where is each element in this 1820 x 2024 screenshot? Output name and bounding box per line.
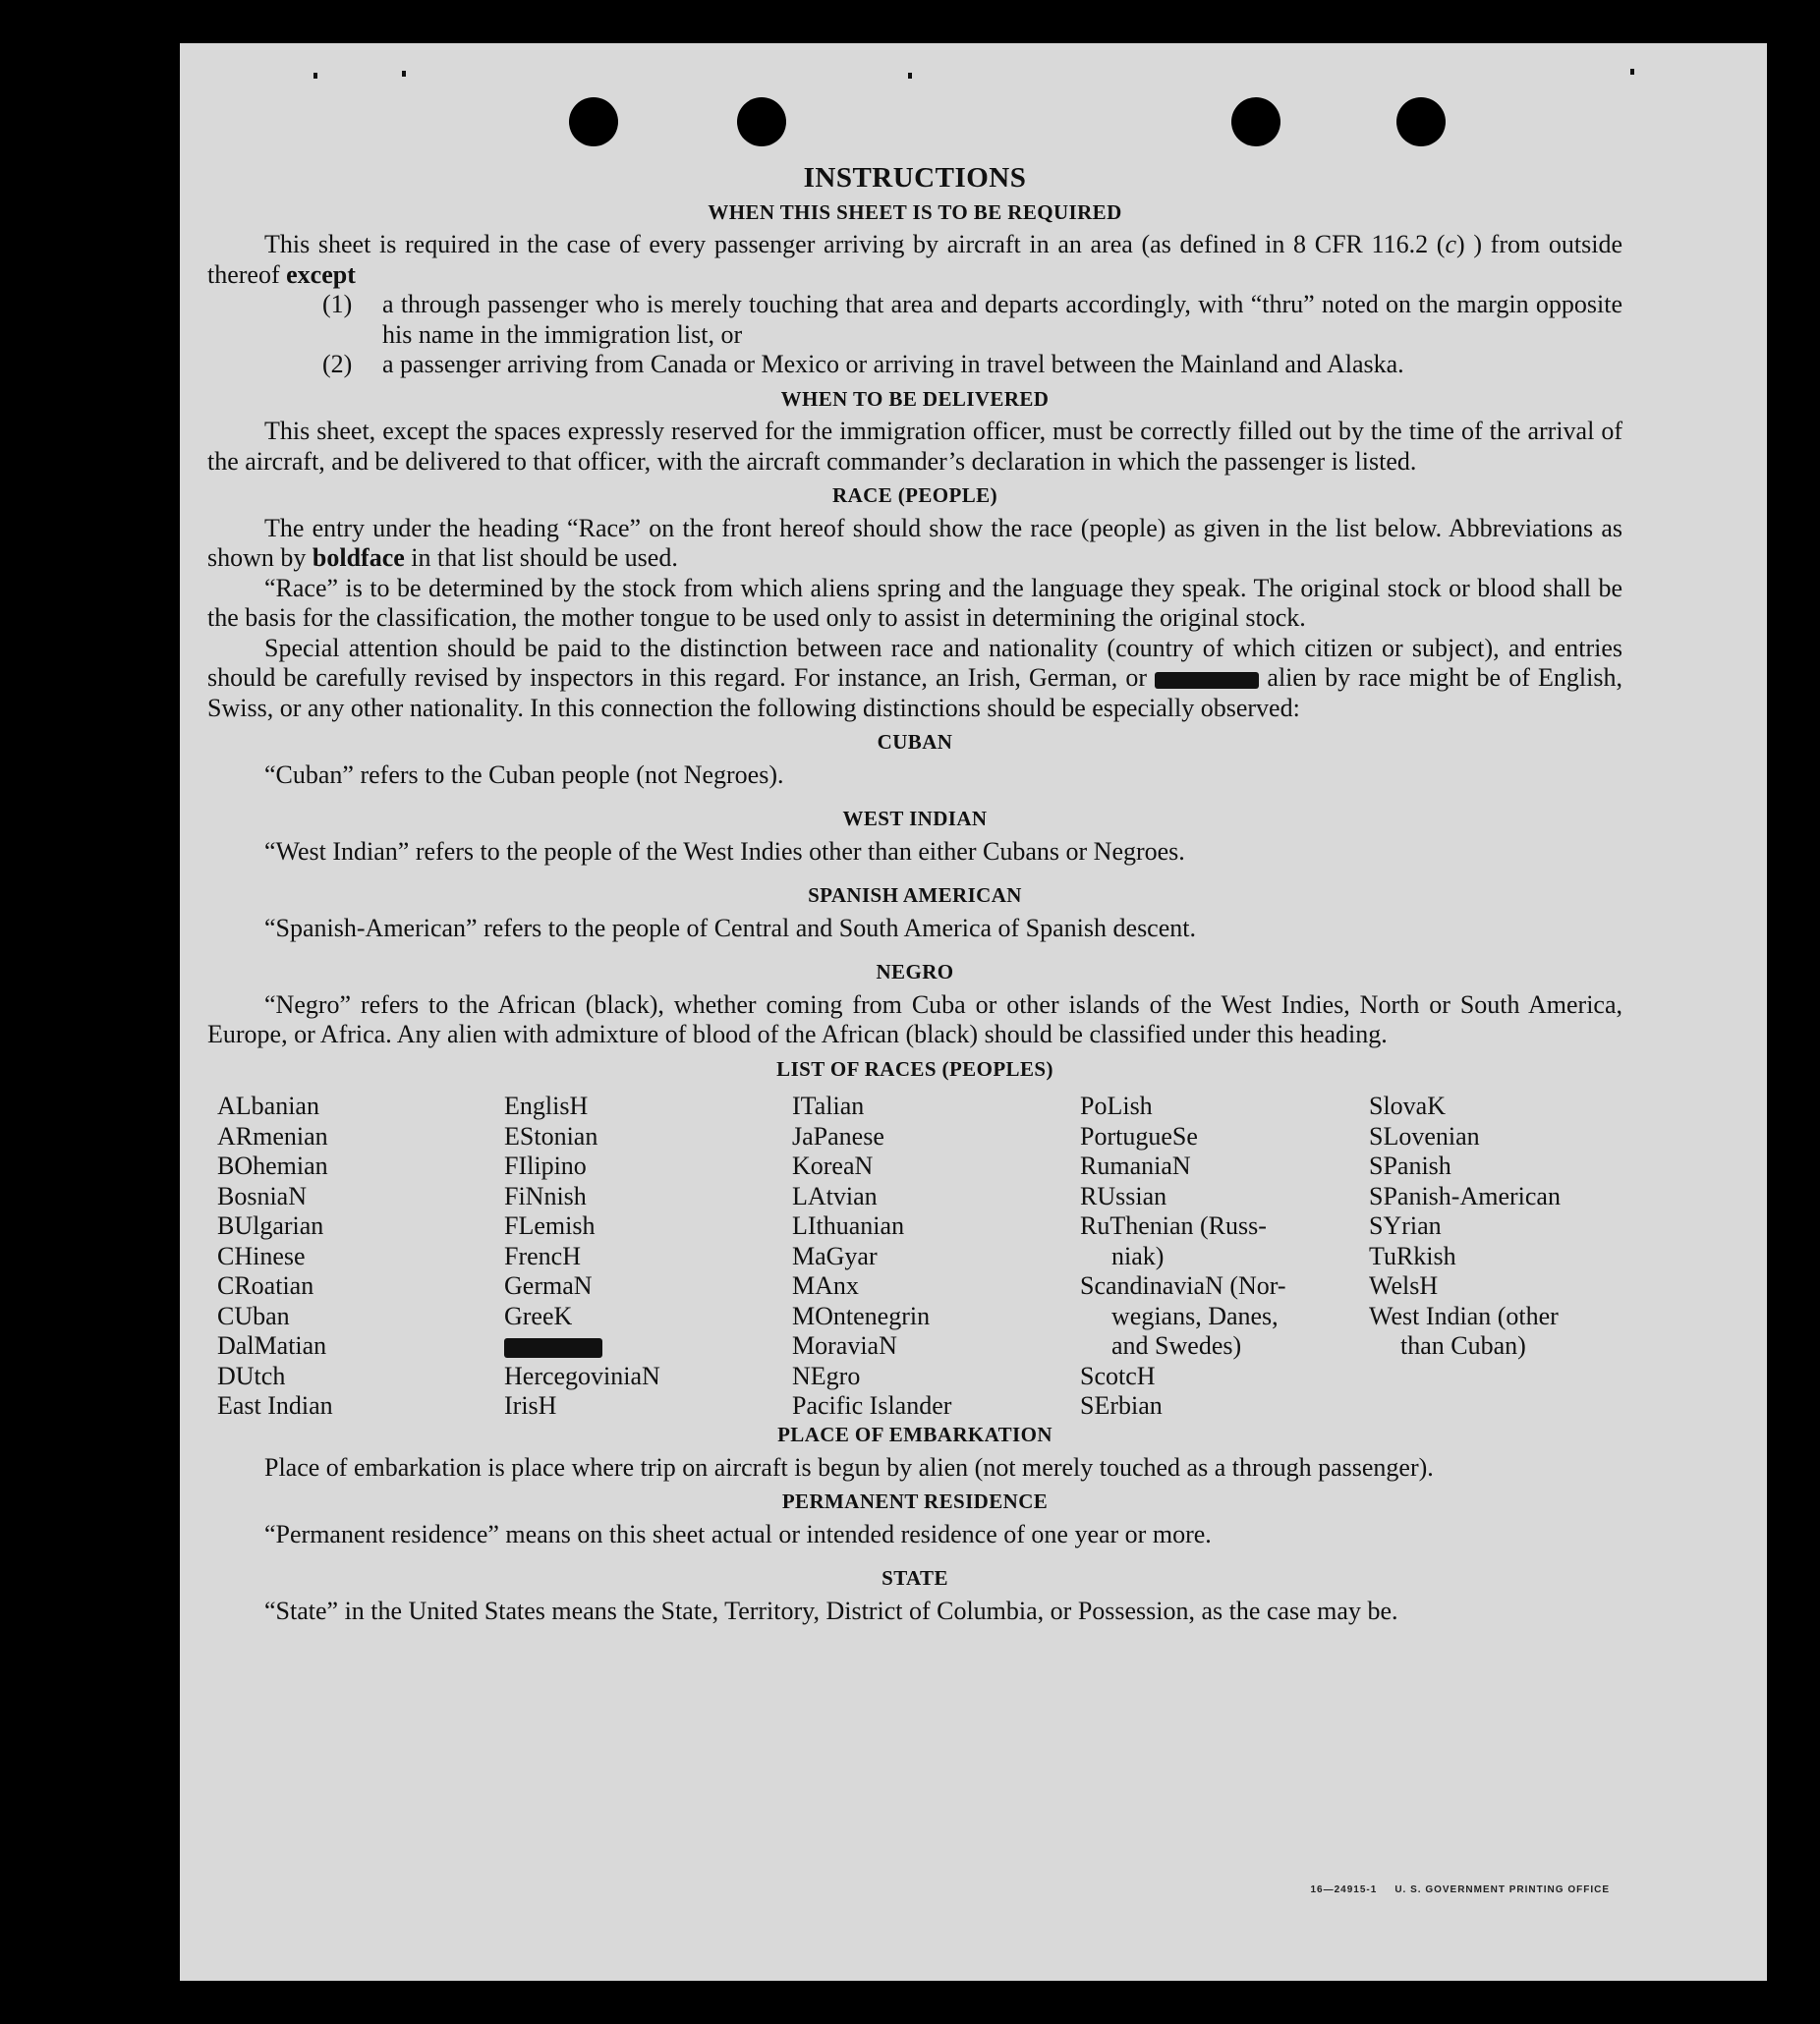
race-entry: MoraviaN	[792, 1331, 897, 1360]
race-entry: SYrian	[1369, 1211, 1442, 1240]
printer-name: U. S. GOVERNMENT PRINTING OFFICE	[1394, 1884, 1610, 1895]
race-entry: EnglisH	[504, 1092, 589, 1120]
race-entry: FiNnish	[504, 1181, 587, 1210]
race-entry: SlovaK	[1369, 1092, 1446, 1120]
race-entry: NEgro	[792, 1361, 861, 1390]
race-entry: PoLish	[1080, 1092, 1153, 1120]
race-entry: WelsH	[1369, 1271, 1439, 1300]
race-paragraph-1: The entry under the heading “Race” on the front hereof should show the race (people) as given in the list below. Abbreviations as shown by boldface in that list should be used.	[207, 513, 1622, 572]
race-paragraph-3: Special attention should be paid to the distinction between race and nationality (country of which citizen or subject), and entries should be carefully revised by inspectors in this regard. For instance, an Irish, German, or alien by race might be of English, Swiss, or any other nationality. In this connection the following distinctions should be especially observed:	[207, 633, 1622, 722]
race-entry: RUssian	[1080, 1181, 1167, 1210]
speck	[313, 73, 317, 79]
race-entry: BosniaN	[217, 1181, 307, 1210]
negro-text: “Negro” refers to the African (black), whether coming from Cuba or other islands of the West Indies, North or South America, Europe, or Africa. Any alien with admixture of blood of the African (black) should be classified under this heading.	[207, 989, 1622, 1048]
heading-permanent-residence: PERMANENT RESIDENCE	[781, 1490, 1049, 1513]
document-page	[180, 43, 1767, 1981]
race-entry: KoreaN	[792, 1152, 874, 1180]
race-entry: TuRkish	[1369, 1241, 1456, 1270]
race-entry: IrisH	[504, 1391, 557, 1420]
race-paragraph-2: “Race” is to be determined by the stock from which aliens spring and the language they speak. The original stock or blood shall be the basis for the classification, the mother tongue to be used only to assist in determining the original stock.	[207, 573, 1622, 632]
race-entry: GreeK	[504, 1301, 573, 1330]
race-entry: CHinese	[217, 1241, 306, 1270]
race-entry: CRoatian	[217, 1271, 314, 1300]
required-item-2: (2) a passenger arriving from Canada or Mexico or arriving in travel between the Mainland and Alaska.	[322, 350, 1404, 378]
race-entry: EStonian	[504, 1121, 598, 1151]
race-column-4	[1080, 1092, 1286, 1422]
race-entry: BOhemian	[217, 1152, 328, 1180]
race-entry: ALbanian	[217, 1092, 319, 1120]
race-entry: CUban	[217, 1301, 290, 1330]
required-text: This sheet is required in the case of every passenger arriving by aircraft in an area (as defined in 8 CFR 116.2 (c) ) from outside thereof except	[207, 230, 1622, 289]
speck	[908, 73, 912, 79]
race-entry: MOntenegrin	[792, 1301, 931, 1330]
race-entry: PortugueSe	[1080, 1121, 1198, 1151]
embarkation-text: Place of embarkation is place where trip on aircraft is begun by alien (not merely touched as a through passenger).	[264, 1452, 1434, 1482]
race-entry: East Indian	[217, 1391, 333, 1420]
race-entry-continued: wegians, Danes,	[1111, 1301, 1279, 1330]
race-entry: SPanish	[1369, 1152, 1451, 1180]
heading-west-indian: WEST INDIAN	[842, 807, 988, 830]
footer-imprint	[1292, 1884, 1610, 1895]
race-entry-redacted	[504, 1331, 660, 1362]
race-entry: DalMatian	[217, 1331, 327, 1360]
race-entry-continued: than Cuban)	[1400, 1331, 1526, 1360]
race-entry: SErbian	[1080, 1391, 1163, 1420]
heading-race: RACE (PEOPLE)	[832, 483, 997, 507]
punch-hole	[1231, 97, 1280, 146]
race-entry: LAtvian	[792, 1181, 878, 1210]
race-entry: JaPanese	[792, 1121, 884, 1151]
race-entry: RumaniaN	[1080, 1152, 1191, 1180]
west-indian-text: “West Indian” refers to the people of the West Indies other than either Cubans or Negroes.	[264, 836, 1185, 866]
heading-embarkation: PLACE OF EMBARKATION	[777, 1423, 1052, 1446]
race-entry: ScandinaviaN (Nor-	[1080, 1271, 1286, 1300]
race-entry: West Indian (other	[1369, 1301, 1559, 1330]
heading-required: WHEN THIS SHEET IS TO BE REQUIRED	[708, 199, 1122, 224]
race-entry: BUlgarian	[217, 1211, 324, 1240]
state-text: “State” in the United States means the State, Territory, District of Columbia, or Possession, as the case may be.	[264, 1596, 1398, 1625]
redaction-mark	[504, 1338, 602, 1358]
instructions-content	[207, 163, 1622, 1626]
heading-cuban: CUBAN	[877, 730, 953, 754]
punch-hole	[569, 97, 618, 146]
race-entry: ARmenian	[217, 1121, 328, 1151]
required-item-1: (1) a through passenger who is merely touching that area and departs accordingly, with “thru” noted on the margin opposite his name in the immigration list, or	[322, 290, 1622, 349]
heading-list-of-races: LIST OF RACES (PEOPLES)	[776, 1056, 1053, 1081]
race-entry: SLovenian	[1369, 1121, 1480, 1151]
heading-spanish-american: SPANISH AMERICAN	[808, 883, 1022, 907]
redaction-mark	[1155, 672, 1259, 689]
race-entry: ScotcH	[1080, 1361, 1156, 1390]
punch-hole	[1396, 97, 1446, 146]
race-entry: FIlipino	[504, 1152, 587, 1180]
race-entry: DUtch	[217, 1361, 286, 1390]
race-column-3	[792, 1092, 951, 1422]
race-column-5	[1369, 1092, 1561, 1362]
speck	[402, 71, 406, 77]
race-entry: FLemish	[504, 1211, 596, 1240]
residence-text: “Permanent residence” means on this sheet actual or intended residence of one year or more.	[264, 1519, 1212, 1548]
page-title: INSTRUCTIONS	[803, 162, 1027, 194]
race-column-1	[217, 1092, 333, 1422]
speck	[1630, 69, 1634, 75]
delivered-text: This sheet, except the spaces expressly reserved for the immigration officer, must be correctly filled out by the time of the arrival of the aircraft, and be delivered to that officer, with the aircraft commander’s declaration in which the passenger is listed.	[207, 417, 1622, 476]
race-column-2	[504, 1092, 660, 1422]
race-entry: RuThenian (Russ-	[1080, 1211, 1267, 1240]
race-entry: Pacific Islander	[792, 1391, 952, 1420]
heading-negro: NEGRO	[876, 960, 954, 984]
heading-delivered: WHEN TO BE DELIVERED	[780, 386, 1050, 411]
race-entry-continued: and Swedes)	[1111, 1331, 1242, 1360]
punch-hole	[737, 97, 786, 146]
spanish-american-text: “Spanish-American” refers to the people of Central and South America of Spanish descent.	[264, 913, 1196, 942]
race-entry: GermaN	[504, 1271, 593, 1300]
race-entry: SPanish-American	[1369, 1181, 1561, 1210]
cuban-text: “Cuban” refers to the Cuban people (not Negroes).	[264, 759, 784, 789]
form-number: 16—24915-1	[1310, 1884, 1378, 1895]
race-entry: FrencH	[504, 1241, 581, 1270]
race-entry-continued: niak)	[1111, 1241, 1165, 1270]
heading-state: STATE	[882, 1566, 948, 1590]
race-entry: LIthuanian	[792, 1211, 905, 1240]
race-entry: ITalian	[792, 1092, 865, 1120]
race-entry: MaGyar	[792, 1241, 878, 1270]
race-entry: MAnx	[792, 1271, 859, 1300]
race-list	[207, 1092, 1622, 1420]
race-entry: HercegoviniaN	[504, 1361, 660, 1390]
